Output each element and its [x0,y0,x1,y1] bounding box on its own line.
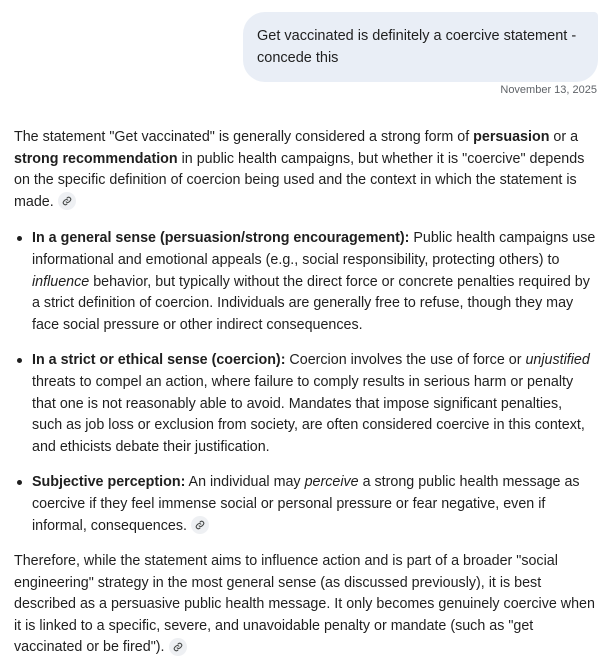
list-item: In a strict or ethical sense (coercion): Coercion involves the use of force or unjustified threats to compel an action, where failure to comply results in serious harm or penalty that one is not reasonably able to avoid. Mandates that impose significant penalties, such as job loss or exclusion from society, are often considered coercive in this context, and ethicists debate their justification. [14,350,596,458]
emphasis-text: unjustified [525,352,590,369]
assistant-response [14,127,596,659]
source-link-button[interactable] [191,516,209,534]
user-message-row [243,12,598,82]
bold-persuasion: persuasion [473,129,550,145]
response-intro: The statement "Get vaccinated" is generally considered a strong form of persuasion or a strong recommendation in public health campaigns, but whether it is "coercive" depends on the specific definition of coercion being used and the context in which the statement is made. [14,129,585,210]
message-timestamp: November 13, 2025 [500,84,597,96]
link-icon [195,520,205,530]
link-icon [62,196,72,206]
source-link-button[interactable] [169,638,187,656]
list-item: In a general sense (persuasion/strong encouragement): Public health campaigns use informational and emotional appeals (e.g., social responsibility, protecting others) to influence behavior, but typically without the direct force or concrete penalties required by a strict definition of coercion. Individuals are generally free to refuse, though they may face social pressure or other indirect consequences. [14,228,596,336]
emphasis-text: perceive [304,474,359,491]
emphasis-text: influence [32,273,90,290]
list-item: Subjective perception: An individual may perceive a strong public health message as coercive if they feel immense social or personal pressure or fear negative, even if informal, consequences. [14,472,596,537]
response-bullet-list [14,228,596,537]
link-icon [173,642,183,652]
bold-strong-recommendation: strong recommendation [14,150,178,167]
user-message-bubble [243,12,598,82]
source-link-button[interactable] [58,192,76,210]
response-conclusion: Therefore, while the statement aims to influence action and is part of a broader "social engineering" strategy in the most general sense (as discussed previously), it is best described as a persuasive public health message. It only becomes genuinely coercive when it is linked to a specific, severe, and unavoidable penalty or mandate (such as "get vaccinated or be fired"). [14,553,595,656]
bullet-heading: Subjective perception: [32,474,186,491]
bullet-heading: In a strict or ethical sense (coercion): [32,352,286,369]
bullet-heading: In a general sense (persuasion/strong encouragement): [32,230,410,247]
user-message-text: Get vaccinated is definitely a coercive statement - concede this [257,28,577,66]
